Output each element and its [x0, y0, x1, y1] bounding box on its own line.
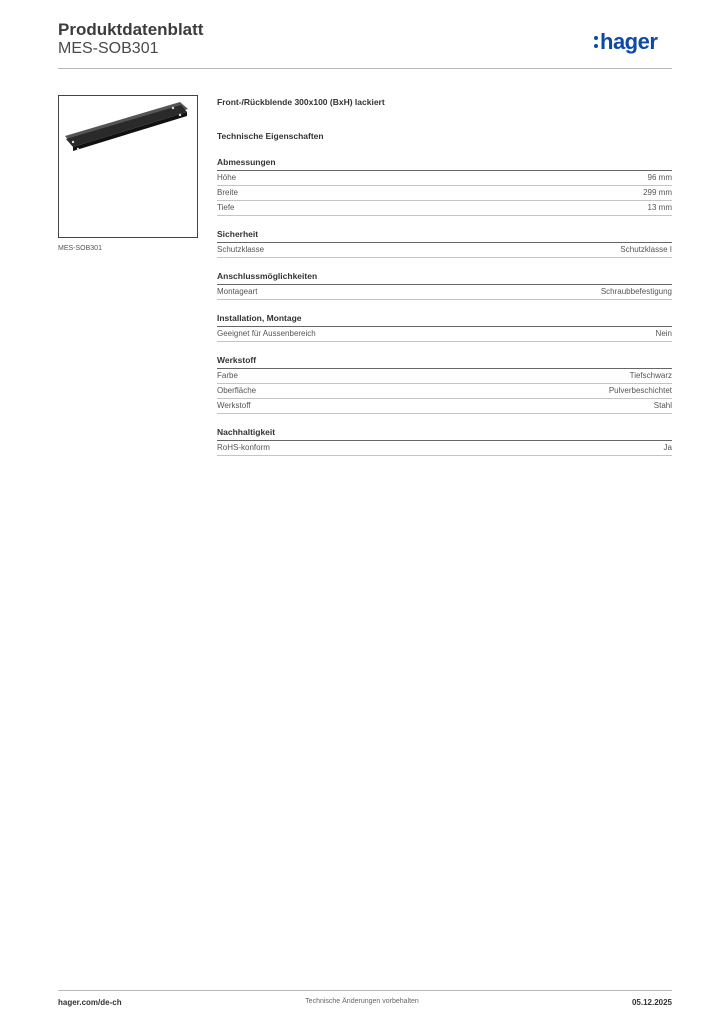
spec-label: Schutzklasse [217, 245, 265, 254]
spec-label: Oberfläche [217, 386, 257, 395]
spec-row [217, 201, 672, 216]
section-dimensions [217, 156, 672, 216]
spec-value: 13 mm [647, 203, 672, 212]
spec-label: Farbe [217, 371, 238, 380]
hager-logo-icon [594, 34, 598, 50]
spec-row [217, 369, 672, 384]
footer-date: 05.12.2025 [631, 998, 672, 1007]
spec-label: Breite [217, 188, 238, 197]
page-subtitle: MES-SOB301 [58, 40, 159, 57]
section-title: Anschlussmöglichkeiten [217, 270, 672, 285]
product-description: Front-/Rückblende 300x100 (BxH) lackiert [217, 97, 385, 107]
header-divider [58, 68, 672, 69]
spec-label: RoHS-konform [217, 443, 270, 452]
spec-label: Geeignet für Aussenbereich [217, 329, 316, 338]
section-title: Werkstoff [217, 354, 672, 369]
spec-value: Pulverbeschichtet [608, 386, 672, 395]
section-title: Abmessungen [217, 156, 672, 171]
spec-value: Stahl [653, 401, 672, 410]
spec-row [217, 186, 672, 201]
spec-value: Schutzklasse I [620, 245, 672, 254]
spec-value: Tiefschwarz [629, 371, 672, 380]
footer-notice: Technische Änderungen vorbehalten [305, 998, 419, 1005]
spec-label: Werkstoff [217, 401, 251, 410]
footer-divider [58, 990, 672, 991]
spec-row [217, 384, 672, 399]
spec-row [217, 441, 672, 456]
spec-value: Nein [655, 329, 672, 338]
spec-label: Höhe [217, 173, 237, 182]
spec-value: 96 mm [647, 173, 672, 182]
spec-value: Schraubbefestigung [600, 287, 672, 296]
spec-row [217, 399, 672, 414]
product-image [58, 95, 198, 238]
section-material [217, 354, 672, 414]
spec-row [217, 171, 672, 186]
spec-row [217, 285, 672, 300]
spec-label: Tiefe [217, 203, 235, 212]
logo-text: hager [600, 29, 658, 54]
spec-value: Ja [663, 443, 672, 452]
product-details [217, 96, 672, 456]
section-connections [217, 270, 672, 300]
section-title: Installation, Montage [217, 312, 672, 327]
page-title: Produktdatenblatt [58, 20, 204, 39]
section-safety [217, 228, 672, 258]
footer-website-link[interactable]: hager.com/de-ch [58, 998, 122, 1007]
spec-label: Montageart [217, 287, 258, 296]
hager-logo [594, 28, 657, 56]
section-title: Nachhaltigkeit [217, 426, 672, 441]
spec-value: 299 mm [643, 188, 672, 197]
product-image-caption: MES-SOB301 [58, 245, 102, 252]
spec-row [217, 243, 672, 258]
section-installation [217, 312, 672, 342]
product-panel-illustration [59, 96, 197, 237]
spec-row [217, 327, 672, 342]
technical-properties-heading: Technische Eigenschaften [217, 131, 324, 141]
section-title: Sicherheit [217, 228, 672, 243]
section-sustainability [217, 426, 672, 456]
